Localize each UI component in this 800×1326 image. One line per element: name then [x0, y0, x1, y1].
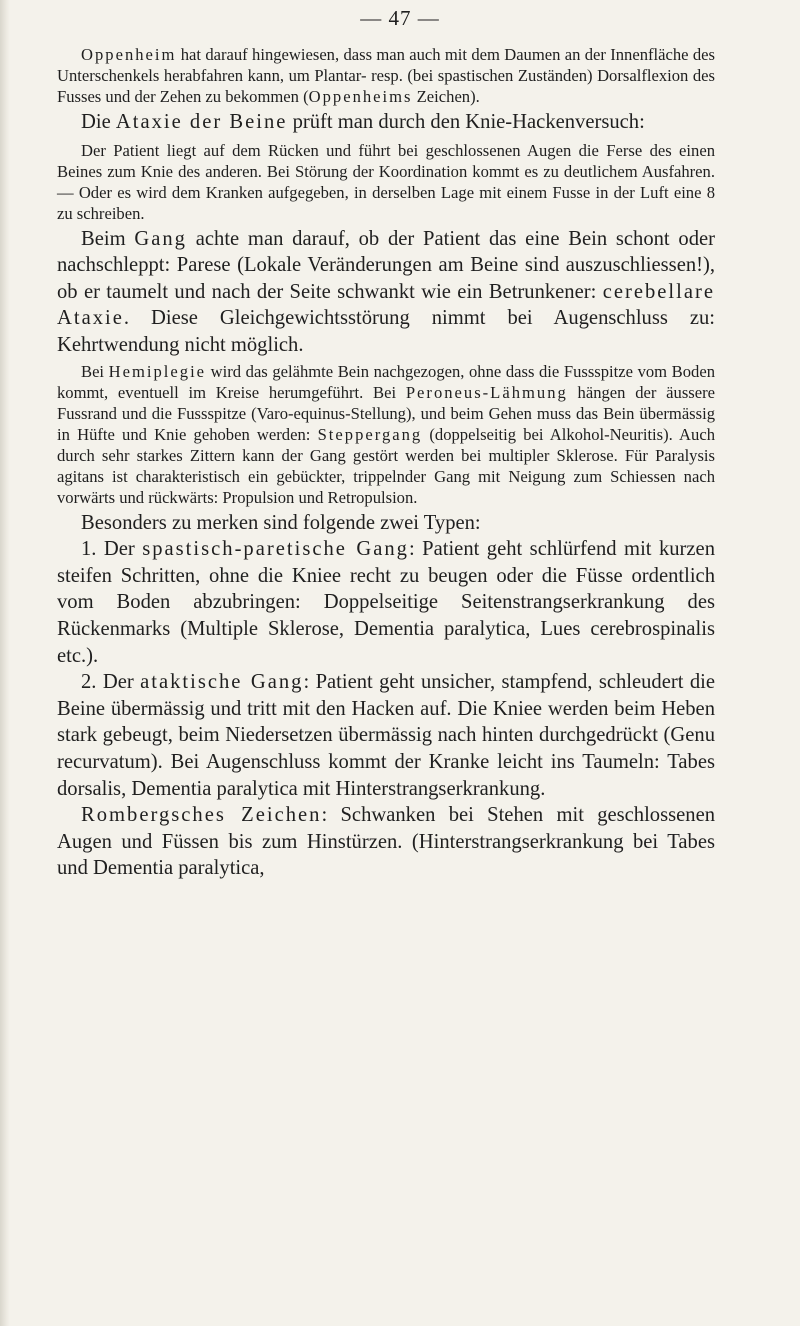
spaced-term-cerebellare-ataxie: cerebellare Ataxie	[57, 280, 715, 330]
spaced-term-ataxie: Ataxie der Beine	[115, 111, 288, 133]
spaced-term-gang: Gang	[134, 227, 187, 250]
spaced-term-hemiplegie: Hemiplegie	[108, 361, 207, 381]
spaced-term-romberg: Rombergsches Zeichen	[81, 804, 322, 827]
paragraph-oppenheim: Oppenheim hat darauf hingewiesen, dass man auch mit dem Daumen an der Innenfläche des Unterschenkels herabfahren kann, um Plantar- resp. (bei spastischen Zuständen) Dorsalflexion des Fusses und der Zehen zu bekommen (Oppenheims Zeichen).	[57, 45, 715, 106]
paragraph-gang: Beim Gang achte man darauf, ob der Patient das eine Bein schont oder nachschleppt: Parese (Lokale Veränderungen am Beine sind auszuschliessen!), ob er taumelt und nach der Seite schwankt wie ein Betrunkener: cerebellare Ataxie. Diese Gleichgewichtsstörung nimmt bei Augenschluss zu: Kehrtwendung nicht möglich.	[57, 227, 716, 356]
paragraph-ataxie-beine: Die Ataxie der Beine prüft man durch den Knie-Hackenversuch:	[81, 111, 645, 133]
paragraph-typen-heading: Besonders zu merken sind folgende zwei Typen:	[81, 511, 481, 534]
paragraph-spastisch: 1. Der spastisch-paretische Gang: Patient geht schlürfend mit kurzen steifen Schritten, ohne die Kniee recht zu beugen oder die Füsse ordentlich vom Boden abzubringen: Doppelseitige Seitenstrangserkrankung des Rückenmarks (Multiple Sklerose, Dementia paralytica, Lues cerebrospinalis etc.).	[57, 538, 715, 667]
spaced-term-spastisch: spastisch-paretische Gang	[142, 538, 409, 561]
paragraph-knie-hacken: Der Patient liegt auf dem Rücken und führt bei geschlossenen Augen die Ferse des einen Beines zum Knie des anderen. Bei Störung der Koordination kommt es zu deutlichem Ausfahren. — Oder es wird dem Kranken aufgegeben, in derselben Lage mit einem Fusse in der Luft eine 8 zu schreiben.	[57, 140, 715, 223]
spaced-name-oppenheim: Oppenheim	[81, 45, 177, 64]
page-number: — 47 —	[360, 6, 440, 30]
spaced-term-steppergang: Steppergang	[317, 424, 423, 444]
paragraph-ataktisch: 2. Der ataktische Gang: Patient geht unsicher, stampfend, schleudert die Beine übermässig und tritt mit den Hacken auf. Die Kniee werden beim Heben stark gebeugt, beim Niedersetzen übermässig nach hinten durchgedrückt (Genu recurvatum). Bei Augenschluss kommt der Kranke leicht ins Taumeln: Tabes dorsalis, Dementia paralytica mit Hinterstrangserkrankung.	[57, 671, 715, 800]
page-body	[57, 44, 715, 882]
spaced-name-oppenheims: Oppenheims	[308, 87, 413, 106]
page-gutter-shadow	[0, 0, 10, 1326]
spaced-term-peroneus: Peroneus-Lähmung	[405, 382, 568, 402]
paragraph-romberg: Rombergsches Zeichen: Schwanken bei Stehen mit geschlossenen Augen und Füssen bis zum Hinstürzen. (Hinterstrangserkrankung bei Tabes und Dementia paralytica,	[57, 804, 716, 880]
paragraph-hemiplegie: Bei Hemiplegie wird das gelähmte Bein nachgezogen, ohne dass die Fussspitze vom Boden kommt, eventuell im Kreise herumgeführt. Bei Peroneus-Lähmung hängen der äussere Fussrand und die Fussspitze (Varo-equinus-Stellung), und beim Gehen muss das Bein übermässig in Hüfte und Knie gehoben werden: Steppergang (doppelseitig bei Alkohol-Neuritis). Auch durch sehr starkes Zittern kann der Gang gestört werden bei multipler Sklerose. Für Paralysis agitans ist charakteristisch ein gebückter, trippelnder Gang mit Neigung zum Schiessen nach vorwärts und rückwärts: Propulsion und Retropulsion.	[57, 361, 715, 507]
spaced-term-ataktisch: ataktische Gang	[140, 671, 304, 694]
